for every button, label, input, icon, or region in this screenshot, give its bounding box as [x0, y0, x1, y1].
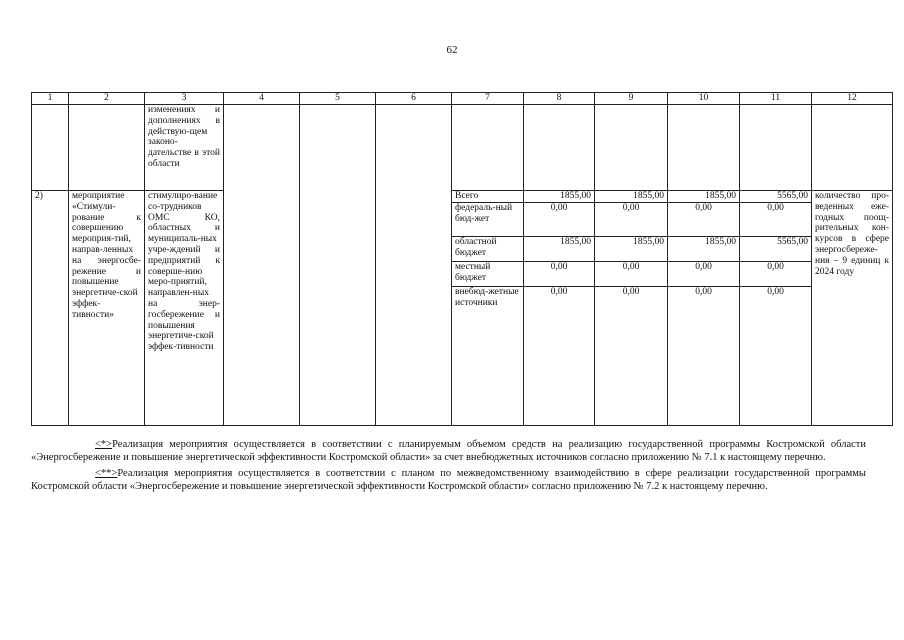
column-header: 4: [224, 93, 300, 105]
column-header: 5: [300, 93, 376, 105]
column-header: 1: [32, 93, 69, 105]
continuation-description: изменениях и дополнениях в действую-щем законо-дательстве в этой области: [145, 105, 224, 191]
funding-value: 0,00: [740, 262, 812, 287]
funding-source: внебюд-жетные источники: [452, 287, 524, 426]
column-number-row: [32, 93, 893, 105]
footnotes: [31, 438, 866, 496]
measure-number: 2): [32, 191, 69, 426]
funding-value: 0,00: [740, 287, 812, 426]
column-header: 2: [69, 93, 145, 105]
funding-value: 1855,00: [524, 191, 595, 203]
funding-value: 5565,00: [740, 191, 812, 203]
measure-description: стимулиро-вание со-трудников ОМС КО, областных и муниципаль-ных учре-ждений и предприятий к соверше-нию меро-приятий, направлен-ных на энер-госбережение и повышения энергетиче-ской эффек-тивности: [145, 191, 224, 426]
funding-value: 0,00: [668, 287, 740, 426]
funding-value: 0,00: [595, 262, 668, 287]
funding-value: 0,00: [668, 262, 740, 287]
funding-value: 1855,00: [668, 237, 740, 262]
column-header: 10: [668, 93, 740, 105]
funding-source: областной бюджет: [452, 237, 524, 262]
footnote: [31, 467, 866, 493]
column-header: 12: [812, 93, 893, 105]
column-header: 8: [524, 93, 595, 105]
funding-value: 1855,00: [595, 237, 668, 262]
funding-source: федераль-ный бюд-жет: [452, 203, 524, 237]
funding-row: [32, 191, 893, 203]
funding-value: 1855,00: [668, 191, 740, 203]
funding-value: 0,00: [740, 203, 812, 237]
funding-value: 1855,00: [595, 191, 668, 203]
measures-table: [31, 92, 893, 426]
funding-source: местный бюджет: [452, 262, 524, 287]
funding-value: 0,00: [595, 203, 668, 237]
footnote: [31, 438, 866, 464]
funding-value: 0,00: [524, 287, 595, 426]
funding-value: 0,00: [595, 287, 668, 426]
column-header: 7: [452, 93, 524, 105]
page-number: 62: [446, 44, 458, 56]
footnote-text: Реализация мероприятия осуществляется в соответствии с планом по межведомственному взаимодействию в сфере реализации государственной программы Костромской области «Энергосбережение и повышение энергетической эффективности Костромской области» согласно приложению № 7.2 к настоящему перечню.: [31, 468, 866, 492]
footnote-mark: <*>: [95, 439, 113, 450]
funding-value: 0,00: [524, 203, 595, 237]
column-header: 9: [595, 93, 668, 105]
footnote-mark: <**>: [95, 468, 118, 479]
footnote-text: Реализация мероприятия осуществляется в соответствии с планируемым объемом средств на реализацию государственной программы Костромской области «Энергосбережение и повышение энергетической эффективности Костромской области» за счет внебюджетных источников согласно приложению № 7.1 к настоящему перечню.: [31, 439, 866, 463]
funding-source: Всего: [452, 191, 524, 203]
funding-value: 1855,00: [524, 237, 595, 262]
measure-title: мероприятие «Стимули-рование к совершению мероприя-тий, направ-ленных на энергосбе-режение и повышение энергетиче-ской эффек-тивности»: [69, 191, 145, 426]
column-header: 3: [145, 93, 224, 105]
continuation-row: [32, 105, 893, 191]
column-header: 6: [376, 93, 452, 105]
funding-value: 5565,00: [740, 237, 812, 262]
column-header: 11: [740, 93, 812, 105]
funding-value: 0,00: [668, 203, 740, 237]
funding-value: 0,00: [524, 262, 595, 287]
target-indicator: количество про-веденных еже-годных поощ-рительных кон-курсов в сфере энергосбереже-ния – 9 единиц к 2024 году: [812, 191, 893, 426]
